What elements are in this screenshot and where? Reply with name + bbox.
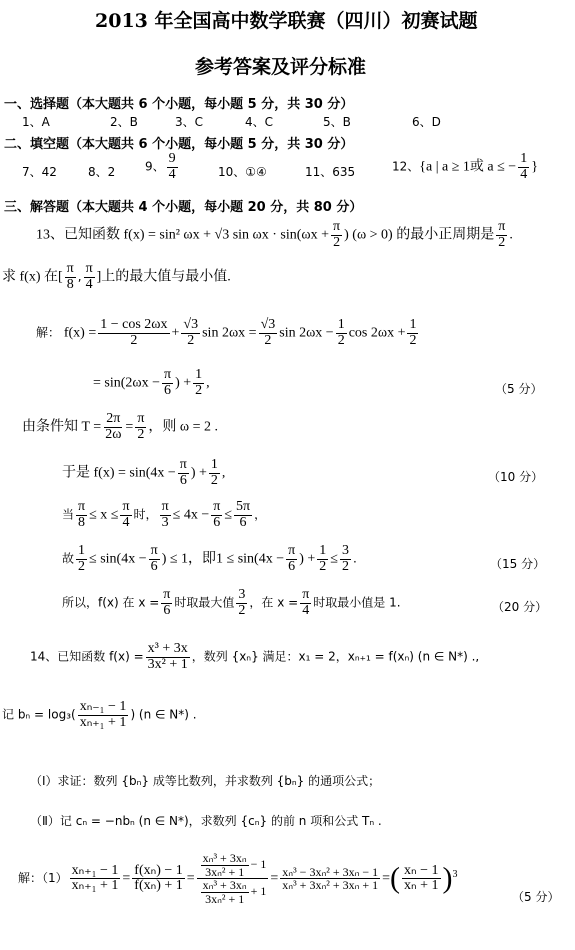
q13-l3-b: ，则 ω = 2 . xyxy=(148,419,219,435)
q14-sol-a: 解：（1） xyxy=(18,871,68,886)
q13-l2-b: ) + xyxy=(175,375,192,391)
q13-sol-line2 xyxy=(93,368,210,398)
q13-stem-2: 2 xyxy=(333,234,341,250)
q14-s-d2: f(xₙ) + 1 xyxy=(134,878,183,894)
q13-l1-d1: 2 xyxy=(130,332,138,348)
q13-l1-a: f(x) = xyxy=(63,325,97,341)
q13-stem xyxy=(36,220,513,250)
q14-stem-d: 3x² + 1 xyxy=(147,656,188,672)
q14-s-d5: xₙ + 1 xyxy=(404,878,439,894)
answer-12-end: } xyxy=(531,159,538,175)
q13-l5-n3: π xyxy=(161,499,169,514)
answer-1: 1、A xyxy=(22,115,50,129)
q13-sol-line4 xyxy=(62,458,225,488)
q13-l7-n3: π xyxy=(302,587,310,602)
q13-l6-n5: 3 xyxy=(341,543,349,558)
q13-l6-d4: 2 xyxy=(319,558,327,574)
q13-l3-a: 由条件知 T = xyxy=(22,419,102,435)
q13-l4-n2: 1 xyxy=(210,457,218,472)
q13-l6-d3: 6 xyxy=(288,558,296,574)
q13-l6-n3: π xyxy=(288,543,296,558)
q13-l5-c: 时， xyxy=(133,507,158,522)
answer-5: 5、B xyxy=(323,115,351,129)
q13-l1-mid2: sin 2ωx − xyxy=(279,325,334,341)
q14-s-d1: xₙ₊₁ + 1 xyxy=(71,878,119,894)
q13-l5-d3: 3 xyxy=(161,514,169,530)
q13-sol-line1 xyxy=(36,318,420,348)
answer-9-num: 9 xyxy=(168,151,176,166)
q13-l2-d: 6 xyxy=(164,382,172,398)
q14-stem-n: x³ + 3x xyxy=(147,641,188,656)
q13-l3-eq: = xyxy=(125,419,134,435)
q14-s-eq2: = xyxy=(186,871,195,887)
q14-stem-b: ，数列 {xₙ} 满足：x₁ = 2，xₙ₊₁ = f(xₙ) (n ∈ N*) ., xyxy=(191,649,480,664)
answer-9-prefix: 9、 xyxy=(145,159,165,174)
q13-l7-e: 时取最小值是 1. xyxy=(313,595,401,610)
q13-stem-b: ) (ω > 0) 的最小正周期是 xyxy=(344,227,495,243)
q13-l6-d2: 6 xyxy=(150,558,158,574)
q14-stem xyxy=(30,642,479,672)
q14-s-nn: xₙ³ + 3xₙ xyxy=(202,851,247,865)
q13-l1-mid3: cos 2ωx + xyxy=(348,325,406,341)
q14-s-n5: xₙ − 1 xyxy=(404,862,439,878)
q14-s-n4: xₙ³ − 3xₙ² + 3xₙ − 1 xyxy=(282,864,379,879)
q13-l7-b: 时取最大值 xyxy=(174,595,235,610)
q13-l5-d1: 8 xyxy=(78,514,86,530)
q13-ask-pi8: π xyxy=(66,261,74,276)
answer-12-den: 4 xyxy=(520,166,528,182)
q13-l6-d1: 2 xyxy=(78,558,86,574)
q13-ask-8: 8 xyxy=(66,276,74,292)
q13-ask-pi4: π xyxy=(85,261,93,276)
q13-period-2: 2 xyxy=(498,234,506,250)
q14-s-nd: 3xₙ² + 1 xyxy=(205,864,245,879)
q13-sol-line6 xyxy=(62,544,357,574)
answer-7: 7、42 xyxy=(22,165,57,179)
answer-9 xyxy=(145,152,180,182)
q14-def-n: xₙ₋₁ − 1 xyxy=(79,699,127,714)
q13-l6-c: ) ≤ 1，即1 ≤ sin(4x − xyxy=(161,551,285,567)
q14-def-a: 记 bₙ = log₃( xyxy=(2,707,76,722)
q13-l3-d1: 2ω xyxy=(105,426,122,442)
q13-l5-n5: 5π xyxy=(236,499,251,514)
q13-l5-a: 当 xyxy=(62,507,75,522)
q13-l2-a: = sin(2ωx − xyxy=(93,375,161,391)
q13-l5-e: ≤ 4x − xyxy=(172,507,210,523)
q14-s-n1: xₙ₊₁ − 1 xyxy=(71,862,119,878)
q13-sol-line7 xyxy=(62,588,401,618)
q13-l1-n1: 1 − cos 2ωx xyxy=(100,317,168,332)
q13-stem-pi: π xyxy=(333,219,341,234)
answer-4: 4、C xyxy=(245,115,274,129)
q13-l6-b: ≤ sin(4x − xyxy=(89,551,147,567)
q13-l1-d2: 2 xyxy=(187,332,195,348)
answer-2: 2、B xyxy=(110,115,138,129)
page-subtitle: 参考答案及评分标准 xyxy=(195,56,367,78)
q13-l7-n2: 3 xyxy=(238,587,246,602)
q14-s-exp: 3 xyxy=(452,869,458,881)
q13-l5-n2: π xyxy=(122,499,130,514)
answer-12-prefix: 12、 xyxy=(392,159,420,174)
q13-l4-c: , xyxy=(221,465,226,481)
q13-ask: 求 f(x) 在[ $\frac{\pi}{8}$ , $\frac{\pi}{4}$ ]上的最大值与最小值. xyxy=(2,261,231,292)
q13-l5-f: ≤ xyxy=(224,507,232,523)
q13-score-10: （10 分） xyxy=(488,470,544,484)
q13-stem-c: . xyxy=(509,227,513,243)
q13-l6-e: ) + xyxy=(299,551,316,567)
q13-l4-n: π xyxy=(179,457,187,472)
q13-l6-n4: 1 xyxy=(319,543,327,558)
answer-12-text: {a | a ≥ 1或 a ≤ − xyxy=(419,159,517,175)
q13-l7-n1: π xyxy=(163,587,171,602)
q13-l5-d2: 4 xyxy=(122,514,130,530)
q13-l5-g: ， xyxy=(254,507,267,522)
q13-score-5: （5 分） xyxy=(495,382,543,396)
q14-s-eq3: = xyxy=(270,871,279,887)
page-title: 2013 年全国高中数学联赛（四川）初赛试题 xyxy=(95,10,478,32)
q14-part2: （Ⅱ）记 cₙ = −nbₙ (n ∈ N*)，求数列 {cₙ} 的前 n 项和公式 Tₙ . xyxy=(30,814,382,828)
q13-l1-d4: 2 xyxy=(337,332,345,348)
q13-l3-d2: 2 xyxy=(137,426,145,442)
answer-9-den: 4 xyxy=(168,166,176,182)
q13-l4-d: 6 xyxy=(179,472,187,488)
q13-l1-n2: √3 xyxy=(183,317,199,332)
q13-l4-a: 于是 f(x) = sin(4x − xyxy=(62,465,176,481)
q13-stem-a: 13、已知函数 f(x) = sin² ωx + √3 sin ωx · sin(ωx + xyxy=(36,227,330,243)
q14-s-dt: + 1 xyxy=(250,884,267,899)
q13-l2-n2: 1 xyxy=(195,367,203,382)
q13-l7-d3: 4 xyxy=(302,602,310,618)
q13-l4-d2: 2 xyxy=(210,472,218,488)
q13-ask-4: 4 xyxy=(85,276,93,292)
section2-heading: 二、填空题（本大题共 6 个小题，每小题 5 分，共 30 分） xyxy=(4,137,354,152)
q13-l1-n5: 1 xyxy=(409,317,417,332)
q14-s-eq4: = xyxy=(382,871,391,887)
q13-l1-d5: 2 xyxy=(409,332,417,348)
q14-stem-a: 14、已知函数 f(x) = xyxy=(30,649,144,664)
q13-l2-n: π xyxy=(164,367,172,382)
q14-part1: （Ⅰ）求证：数列 {bₙ} 成等比数列，并求数列 {bₙ} 的通项公式； xyxy=(30,774,381,788)
q13-ask-b: ]上的最大值与最小值. xyxy=(96,269,231,285)
q13-l6-d5: 2 xyxy=(341,558,349,574)
q14-s-dn: xₙ³ + 3xₙ xyxy=(202,878,247,893)
section1-heading: 一、选择题（本大题共 6 个小题，每小题 5 分，共 30 分） xyxy=(4,97,354,112)
q13-score-20: （20 分） xyxy=(492,600,548,614)
q14-s-eq1: = xyxy=(122,871,131,887)
answer-8: 8、2 xyxy=(88,165,116,179)
answer-12-num: 1 xyxy=(520,151,528,166)
q13-l1-n4: 1 xyxy=(337,317,345,332)
q13-sol-line3 xyxy=(22,412,218,442)
q13-l5-n4: π xyxy=(213,499,221,514)
q13-l2-d2: 2 xyxy=(195,382,203,398)
q13-l3-n1: 2π xyxy=(106,411,121,426)
q14-def xyxy=(2,700,197,730)
q14-s-n2: f(xₙ) − 1 xyxy=(134,862,183,878)
q13-l7-c: ，在 x = xyxy=(249,595,299,610)
q14-solution: 解：（1） $\frac{\text{xₙ₊₁ − 1}}{\text{xₙ₊₁ + 1}}$ = $\frac{\text{f(xₙ) − 1}}{\text{f(xₙ) + 1}}$ = $\frac{\text{xₙ³ + 3xₙ}}{\text{3xₙ² + 1}}$ − 1 $\frac{\text{xₙ³ + 3xₙ}}{\text{3xₙ² + 1}}$ + 1 = $\frac{\text{xₙ³ − 3xₙ² + 3xₙ − 1}}{\text{xₙ³ + 3xₙ² + 3xₙ + 1}}$ =( $\frac{\text{xₙ − 1}}{\text{xₙ + 1}}$ )$^3$ xyxy=(18,851,458,906)
q13-l4-b: ) + xyxy=(190,465,207,481)
q13-period-pi: π xyxy=(498,219,506,234)
q14-score-5: （5 分） xyxy=(512,890,560,904)
answer-3: 3、C xyxy=(175,115,204,129)
q13-l1-mid: sin 2ωx = xyxy=(202,325,257,341)
q13-l6-a: 故 xyxy=(62,551,75,566)
q13-score-15: （15 分） xyxy=(490,557,546,571)
q13-l5-d5: 6 xyxy=(239,514,247,530)
q13-sol-line5 xyxy=(62,500,266,530)
q13-sol-label: 解： xyxy=(36,325,61,340)
q13-l6-n2: π xyxy=(150,543,158,558)
q14-s-nt: − 1 xyxy=(250,856,267,871)
q13-l7-a: 所以，f(x) 在 x = xyxy=(62,595,160,610)
q13-l6-n1: 1 xyxy=(78,543,86,558)
q13-l1-d3: 2 xyxy=(264,332,272,348)
q13-l1-plus: + xyxy=(171,325,180,341)
q13-l6-f: ≤ xyxy=(330,551,338,567)
q14-def-b: ) (n ∈ N*) . xyxy=(130,707,197,722)
q13-l5-n1: π xyxy=(78,499,86,514)
q13-l6-g: . xyxy=(352,551,357,566)
q13-l7-d1: 6 xyxy=(163,602,171,618)
answer-10: 10、①④ xyxy=(218,165,267,179)
q13-l3-n2: π xyxy=(137,411,145,426)
q14-s-d4: xₙ³ + 3xₙ² + 3xₙ + 1 xyxy=(282,878,379,893)
q13-l1-n3: √3 xyxy=(260,317,276,332)
q14-s-dd: 3xₙ² + 1 xyxy=(205,891,245,906)
q13-ask-a: 求 f(x) 在[ xyxy=(2,269,63,285)
answer-11: 11、635 xyxy=(305,165,356,179)
answer-6: 6、D xyxy=(412,115,441,129)
answer-12 xyxy=(392,152,538,182)
q13-l7-d2: 2 xyxy=(238,602,246,618)
q13-l5-b: ≤ x ≤ xyxy=(89,507,119,523)
section3-heading: 三、解答题（本大题共 4 个小题，每小题 20 分，共 80 分） xyxy=(4,200,363,215)
q14-def-d: xₙ₊₁ + 1 xyxy=(79,714,127,730)
q13-l2-c: , xyxy=(206,375,210,391)
q13-l5-d4: 6 xyxy=(213,514,221,530)
